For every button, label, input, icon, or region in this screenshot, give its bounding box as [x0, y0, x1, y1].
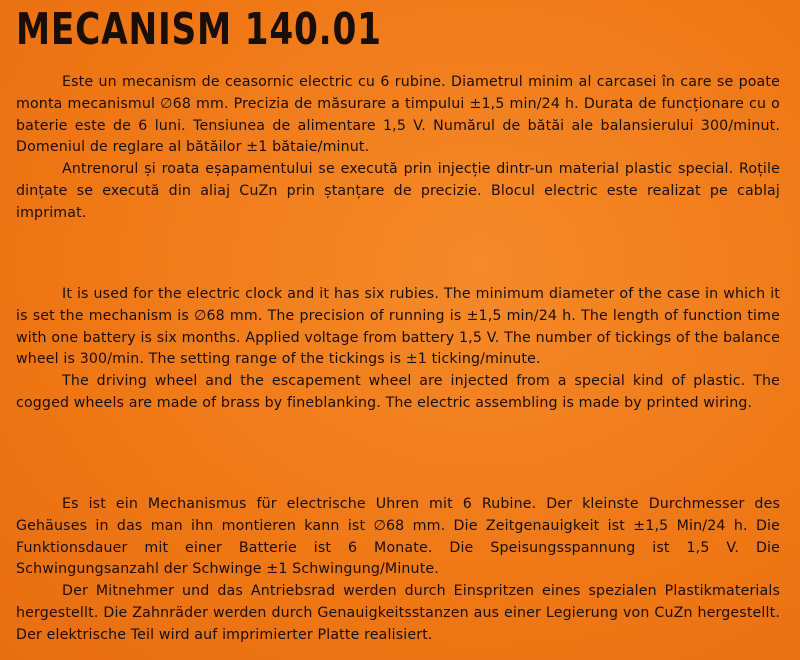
page-title: MECANISM 140.01: [16, 4, 382, 55]
german-paragraph-1: Es ist ein Mechanismus für electrische Uhren mit 6 Rubine. Der kleinste Durchmesser des Gehäuses in das man ihn montieren kann ist ∅68 mm. Die Zeitgenauigkeit ist ±1,5 Min/24 h. Die Funktionsdauer mit einer Batterie ist 6 Monate. Die Speisungsspannung ist 1,5 V. Die Schwingungsanzahl der Schwinge ±1 Schwingung/Minute.: [16, 496, 780, 578]
romanian-paragraph-1: Este un mecanism de ceasornic electric cu 6 rubine. Diametrul minim al carcasei în care se poate monta mecanismul ∅68 mm. Precizia de măsurare a timpului ±1,5 min/24 h. Durata de funcționare cu o baterie este de 6 luni. Tensiunea de alimentare 1,5 V. Numărul de bătăi ale balansierului 300/minut. Domeniul de reglare al bătăilor ±1 bătaie/minut.: [16, 74, 780, 156]
english-section: [16, 284, 780, 415]
romanian-section: [16, 72, 780, 225]
german-section: [16, 494, 780, 647]
romanian-paragraph-2: Antrenorul și roata eșapamentului se execută prin injecție dintr-un material plastic special. Roțile dințate se execută din aliaj CuZn prin ștanțare de precizie. Blocul electric este realizat pe cablaj imprimat.: [16, 161, 780, 221]
english-paragraph-2: The driving wheel and the escapement wheel are injected from a special kind of plastic. The cogged wheels are made of brass by fineblanking. The electric assembling is made by printed wiring.: [16, 373, 780, 411]
german-paragraph-2: Der Mitnehmer und das Antriebsrad werden durch Einspritzen eines spezialen Plastikmaterials hergestellt. Die Zahnräder werden durch Genauigkeitsstanzen aus einer Legierung von CuZn hergestellt. Der elektrische Teil wird auf imprimierter Platte realisiert.: [16, 583, 780, 643]
english-paragraph-1: It is used for the electric clock and it has six rubies. The minimum diameter of the case in which it is set the mechanism is ∅68 mm. The precision of running is ±1,5 min/24 h. The length of function time with one battery is six months. Applied voltage from battery 1,5 V. The number of tickings of the balance wheel is 300/min. The setting range of the tickings is ±1 ticking/minute.: [16, 286, 780, 368]
